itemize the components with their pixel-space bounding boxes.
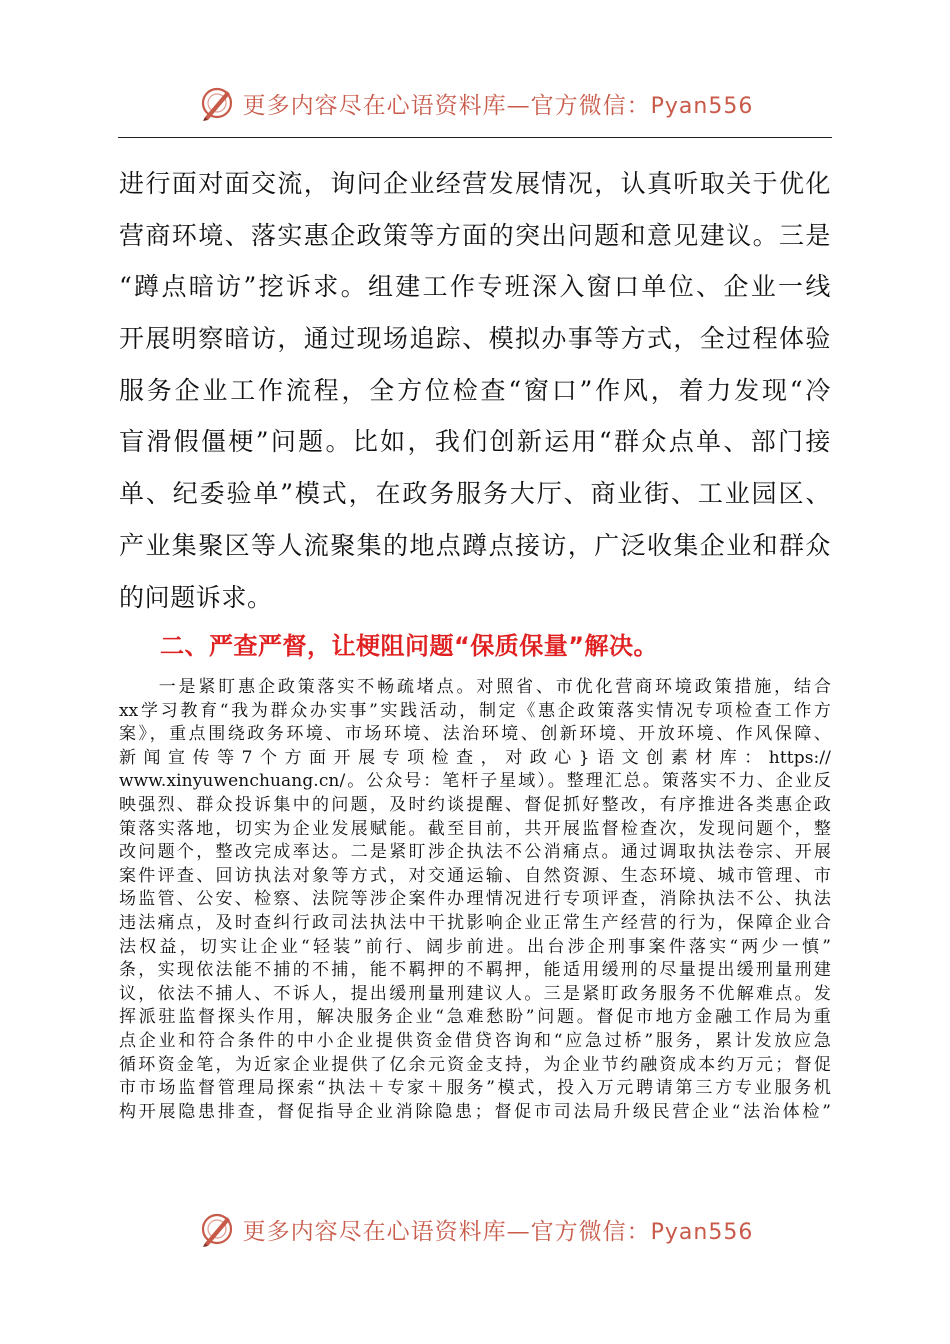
text-line: 法权益，切实让企业“轻装”前行、阔步前进。出台涉企刑事案件落实“两少一慎” (119, 936, 831, 957)
section-heading: 二、严查严督，让梗阻问题“保质保量”解决。 (160, 632, 659, 660)
text-line: 服务企业工作流程，全方位检查“窗口”作风，着力发现“冷 (119, 375, 831, 405)
text-line: 映强烈、群众投诉集中的问题，及时约谈提醒、督促抓好整改，有序推进各类惠企政 (119, 794, 831, 815)
intro-paragraph (119, 158, 831, 623)
text-line: 场监管、公安、检察、法院等涉企案件办理情况进行专项评查，消除执法不公、执法 (119, 889, 831, 910)
text-line: 挥派驻监督探头作用，解决服务企业“急难愁盼”问题。督促市地方金融工作局为重 (119, 1007, 831, 1028)
text-line: “蹲点暗访”挖诉求。组建工作专班深入窗口单位、企业一线 (119, 272, 831, 302)
text-line: 点企业和符合条件的中小企业提供资金借贷咨询和“应急过桥”服务，累计发放应急 (119, 1030, 831, 1051)
header-banner-text: 更多内容尽在心语资料库—官方微信：Pyan556 (242, 92, 754, 119)
text-line: 案件评查、回访执法对象等方式，对交通运输、自然资源、生态环境、城市管理、市 (119, 865, 831, 886)
text-line: 改问题个，整改完成率达。二是紧盯涉企执法不公消痛点。通过调取执法卷宗、开展 (119, 842, 831, 863)
footer-wechat-handle: Pyan556 (650, 1219, 754, 1245)
pen-circle-logo-icon (197, 83, 237, 123)
text-line: 构开展隐患排查，督促指导企业消除隐患；督促市司法局升级民营企业“法治体检” (119, 1101, 831, 1122)
text-line: 的问题诉求。 (119, 582, 273, 612)
text-line: xx学习教育“我为群众办实事”实践活动，制定《惠企政策落实情况专项检查工作方 (119, 700, 831, 721)
text-line: www.xinyuwenchuang.cn/。公众号：笔杆子星域）。整理汇总。策落实不力、企业反 (119, 771, 831, 792)
footer-banner-text: 更多内容尽在心语资料库—官方微信：Pyan556 (242, 1218, 754, 1245)
text-line: 新闻宣传等7个方面开展专项检查，对政心}语文创素材库：https:// (119, 747, 831, 768)
text-line: 市市场监督管理局探索“执法＋专家＋服务”模式，投入万元聘请第三方专业服务机 (119, 1078, 831, 1099)
text-line: 营商环境、落实惠企政策等方面的突出问题和意见建议。三是 (119, 220, 831, 250)
text-line: 条，实现依法能不捕的不捕，能不羁押的不羁押，能适用缓刑的尽量提出缓刑量刑建 (119, 960, 831, 981)
text-line: 违法痛点，及时查纠行政司法执法中干扰影响企业正常生产经营的行为，保障企业合 (119, 912, 831, 933)
header-banner (0, 80, 950, 126)
text-line: 案》，重点围绕政务环境、市场环境、法治环境、创新环境、开放环境、作风保障、 (119, 724, 831, 745)
text-line: 单、纪委验单”模式，在政务服务大厅、商业街、工业园区、 (119, 479, 831, 509)
header-wechat-handle: Pyan556 (650, 93, 754, 119)
text-line: 产业集聚区等人流聚集的地点蹲点接访，广泛收集企业和群众 (119, 530, 831, 560)
pen-circle-logo-icon (197, 1209, 237, 1249)
text-line: 盲滑假僵梗”问题。比如，我们创新运用“群众点单、部门接 (119, 427, 831, 457)
footer-banner (0, 1206, 950, 1252)
detail-paragraph (119, 676, 831, 1124)
text-line: 一是紧盯惠企政策落实不畅疏堵点。对照省、市优化营商环境政策措施，结合 (119, 677, 831, 697)
text-line: 策落实落地，切实为企业发展赋能。截至目前，共开展监督检查次，发现问题个，整 (119, 818, 831, 839)
text-line: 循环资金笔，为近家企业提供了亿余元资金支持，为企业节约融资成本约万元；督促 (119, 1054, 831, 1075)
text-line: 议，依法不捕人、不诉人，提出缓刑量刑建议人。三是紧盯政务服务不优解难点。发 (119, 983, 831, 1004)
text-line: 进行面对面交流，询问企业经营发展情况，认真听取关于优化 (119, 169, 831, 198)
header-divider (118, 137, 832, 138)
text-line: 开展明察暗访，通过现场追踪、模拟办事等方式，全过程体验 (119, 324, 831, 354)
